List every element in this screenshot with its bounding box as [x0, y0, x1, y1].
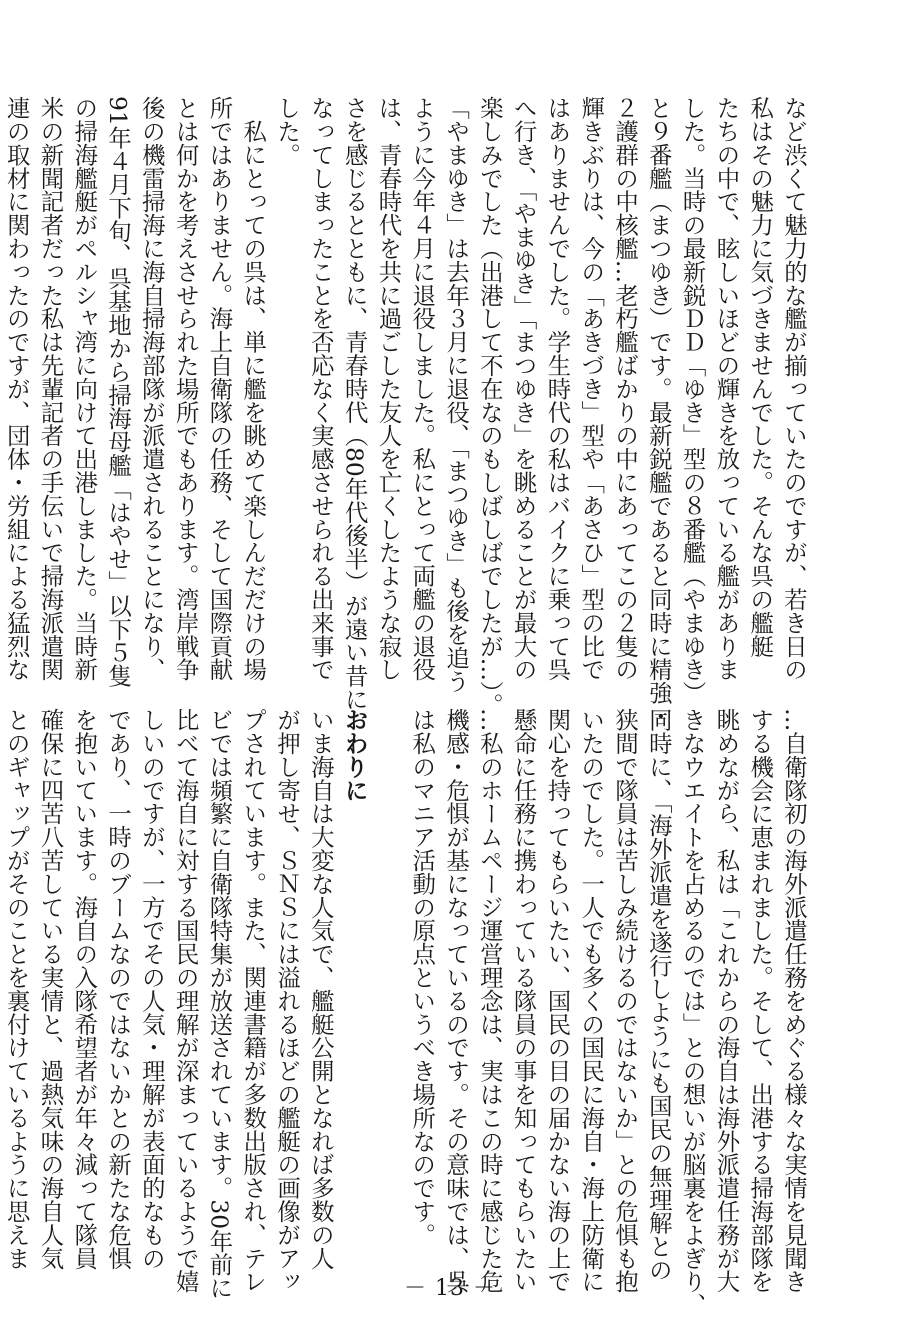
text-line: した。当時の最新鋭ＤＤ「ゆき」型の８番艦（やまゆき） — [678, 96, 707, 705]
text-line: 連の取材に関わったのですが、団体・労組による猛烈な — [2, 96, 31, 681]
text-line: 比べて海自に対する国民の理解が深まっているようで嬉 — [171, 708, 200, 1293]
text-line: 確保に四苦八苦している実情と、過熱気味の海自人気 — [36, 708, 65, 1270]
text-line: なってしまったことを否応なく実感させられる出来事で — [306, 96, 335, 681]
text-line: する機会に恵まれました。そして、出港する掃海部隊を — [746, 708, 775, 1293]
text-line: 眺めながら、私は「これからの海自は海外派遣任務が大 — [712, 708, 741, 1293]
text-line: ように今年４月に退役しました。私にとって両艦の退役 — [408, 96, 437, 681]
text-line: さを感じるとともに、青春時代（80年代後半）が遠い昔に — [340, 96, 369, 711]
text-line: 所ではありません。海上自衛隊の任務、そして国際貢献 — [205, 96, 234, 681]
section-heading: おわりに — [340, 708, 369, 802]
text-line: 「やまゆき」は去年３月に退役、「まつゆき」も後を追う — [442, 96, 471, 693]
text-line: ２護群の中核艦…老朽艦ばかりの中にあってこの２隻の — [611, 96, 640, 681]
text-line: 米の新聞記者だった私は先輩記者の手伝いで掃海派遣関 — [36, 96, 65, 681]
text-line: など渋くて魅力的な艦が揃っていたのですが、若き日の — [780, 96, 808, 681]
text-line: は私のマニア活動の原点というべき場所なのです。 — [408, 708, 437, 1247]
text-line: 輝きぶりは、今の「あきづき」型や「あさひ」型の比で — [577, 96, 606, 681]
text-line: 関心を持ってもらいたい、国民の目の届かない海の上で — [543, 708, 572, 1293]
text-line: ビでは頻繁に自衛隊特集が放送されています。30年前に — [205, 708, 234, 1300]
text-line: を抱いています。海自の入隊希望者が年々減って隊員 — [70, 708, 99, 1270]
upper-text-block — [2, 96, 810, 728]
text-line: …私のホームページ運営理念は、実はこの時に感じた危 — [475, 708, 504, 1293]
text-line: いたのでした。一人でも多くの国民に海自・海上防衛に — [577, 708, 606, 1293]
text-line: した。 — [273, 96, 302, 167]
text-line: の掃海艦艇がペルシャ湾に向けて出港しました。当時新 — [70, 96, 99, 681]
text-line: いま海自は大変な人気で、艦艇公開となれば多数の人 — [306, 708, 335, 1270]
text-line: と９番艦（まつゆき）です。最新鋭艦であると同時に精強・ — [644, 96, 673, 728]
text-line: きなウエイトを占めるのでは」との想いが脳裏をよぎり、 — [678, 708, 707, 1317]
text-line: であり、一時のブームなのではないかとの新たな危惧 — [104, 708, 133, 1270]
text-line: が押し寄せ、ＳＮＳには溢れるほどの艦艇の画像がアッ — [273, 708, 302, 1293]
text-line: プされています。また、関連書籍が多数出版され、テレ — [239, 708, 268, 1293]
text-line: とは何かを考えさせられた場所でもあります。湾岸戦争 — [171, 96, 200, 681]
text-line: 狭間で隊員は苦しみ続けるのではないか」との危惧も抱 — [611, 708, 640, 1293]
text-line: 91年４月下旬、呉基地から掃海母艦「はやせ」以下５隻 — [104, 96, 133, 688]
text-line: 後の機雷掃海に海自掃海部隊が派遣されることになり、 — [137, 96, 166, 681]
text-line: たちの中で、眩しいほどの輝きを放っている艦がありま — [712, 96, 741, 681]
page-number: － 13 － — [404, 1276, 496, 1301]
blank-line — [371, 708, 405, 1278]
text-line: はありませんでした。学生時代の私はバイクに乗って呉 — [543, 96, 572, 681]
text-line: 私はその魅力に気づきませんでした。そんな呉の艦艇 — [746, 96, 775, 658]
text-line: は、青春時代を共に過ごした友人を亡くしたような寂し — [374, 96, 403, 681]
text-line: 懸命に任務に携わっている隊員の事を知ってもらいたい — [509, 708, 538, 1293]
text-line: 同時に、「海外派遣を遂行しようにも国民の無理解との — [644, 708, 673, 1282]
text-line: 私にとっての呉は、単に艦を眺めて楽しんだだけの場 — [239, 96, 268, 681]
text-line: しいのですが、一方でその人気・理解が表面的なもの — [137, 708, 166, 1270]
text-line: …自衛隊初の海外派遣任務をめぐる様々な実情を見聞き — [780, 708, 808, 1293]
text-line: へ行き、「やまゆき」「まつゆき」を眺めることが最大の — [509, 96, 538, 681]
text-line: 楽しみでした（出港して不在なのもしばしばでしたが…）。 — [475, 96, 504, 717]
text-line: とのギャップがそのことを裏付けているように思えま — [2, 708, 31, 1270]
text-line: 機感・危惧が基になっているのです。その意味では、呉 — [442, 708, 471, 1293]
